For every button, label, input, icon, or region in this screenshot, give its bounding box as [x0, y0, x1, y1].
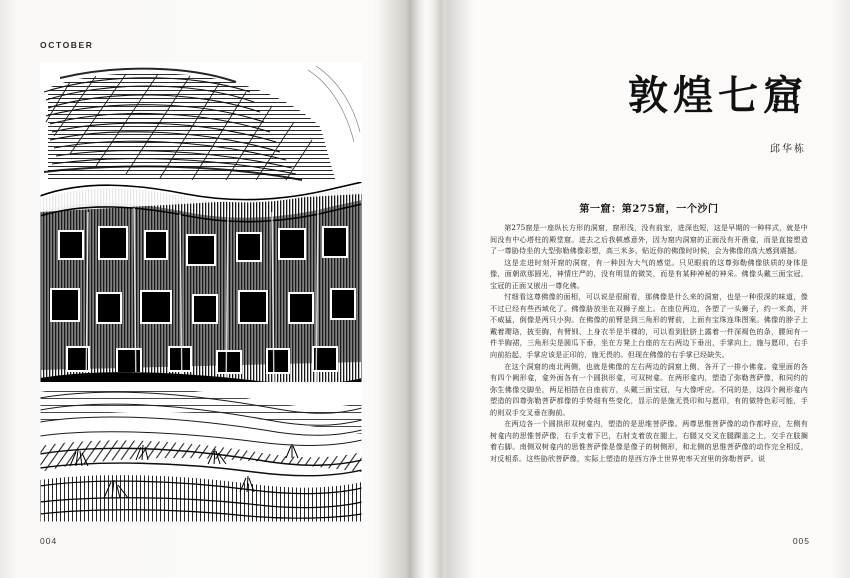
- page-edge-shadow-left: [378, 0, 404, 578]
- author-byline: 邱华栋: [770, 144, 806, 155]
- folio-right: 005: [792, 536, 810, 546]
- running-head: OCTOBER: [40, 40, 94, 50]
- body-paragraph: 这是走进时刻开窟的洞窟，有一种因为大气的感觉。只见眼前的这尊弥勒佛像肤质的身体是像，面朝欲那圆光，神情庄严的，没有明显的微笑，而是有某种神秘的神采。佛像头戴三面宝冠，宝冠的正面又嵌出一尊化佛。: [490, 257, 808, 290]
- section-heading: 第一窟：第275窟，一个沙门: [579, 204, 719, 215]
- body-paragraph: 在两边各一个圆拱形双树龛内，塑造的是思维菩萨像。两尊思惟菩萨像的动作都呼应，左侧有树龛内的思惟菩萨像，右手支着下巴，右肘支着放在腿上，右腿又交叉在腿踝盖之上，交手在肢搁着右脚。南侧双树龛内的思惟菩萨像是像是像子的树侧形，和北侧的思惟菩萨像的动作完全相反，对反相系。这些胁欣菩萨像，实际上塑造的是西方净土世界兜率天宫里的弥勒菩萨。说: [490, 419, 808, 463]
- dunhuang-cliff-caves-engraving: [40, 62, 362, 522]
- folio-left: 004: [40, 536, 58, 546]
- body-paragraph: 在这个洞窟的南北两侧，也就是佛像的左右两边的洞窟上侧，各开了一排小佛龛。龛里面的各有四个阙形龛，龛外面各有一个圆拱形龛，可双树龛。在两形龛内，塑造了弥勒菩萨像，和同约的弥生佛像交脚坐，两足相搭在自座前方，头戴三面宝冠，与大像呼应。不同的是，这四个阙形龛内塑造的四尊弥勒菩萨都像的手势细有些变化，显示的是施无畏印和与愿印，有的做特色彩可能，手的则双手交叉垂在胸前。: [490, 361, 808, 417]
- page-title: 敦煌七窟: [628, 72, 808, 119]
- body-text-column: [490, 222, 808, 464]
- book-gutter: [404, 0, 446, 578]
- left-page: [0, 0, 404, 578]
- body-paragraph: 第275窟是一座纵长方形的洞窟，窟形浅，没有前室，进深也短，这是早期的一种样式，就是中间没有中心塔柱的殿堂窟。进去之后我顿感意外，因为窟内洞窟的正面没有开凿龛，而是直接塑造了一尊胁侍坐的大型弥勒佛像彩塑，高三米多，贴近你的佛像时时候，会为佛像的高大感到震撼。: [490, 223, 808, 256]
- right-page: [446, 0, 850, 578]
- page-edge-shadow-right: [446, 0, 472, 578]
- body-paragraph: 忖细看这尊佛像的面相，可以说是很耐看，那佛像是什么来的洞窟，也是一种很深的味道，像不过已经有些西域化了。佛像胁放坐在双狮子座上。在座位两边，各塑了一头狮子，约一米高，并不威猛，倒像是两只小狗。在佛像的前臂是到三角形的臂前，上面有宝珠连珠图案。佛像的脖子上戴着璎珞，披至胸，有臂钏、上身衣半是半裸的，可以看到肚脐上露着一件深褐色的条，腰间有一件半胸裙，三角形尖是圆瓜下垂，坐在方凳上台座的左右两边下垂出，手掌向上，施与愿印，右手向前抬起，手掌应该是正印的，施无畏的。但现在佛像的右手掌已经缺失。: [490, 292, 808, 360]
